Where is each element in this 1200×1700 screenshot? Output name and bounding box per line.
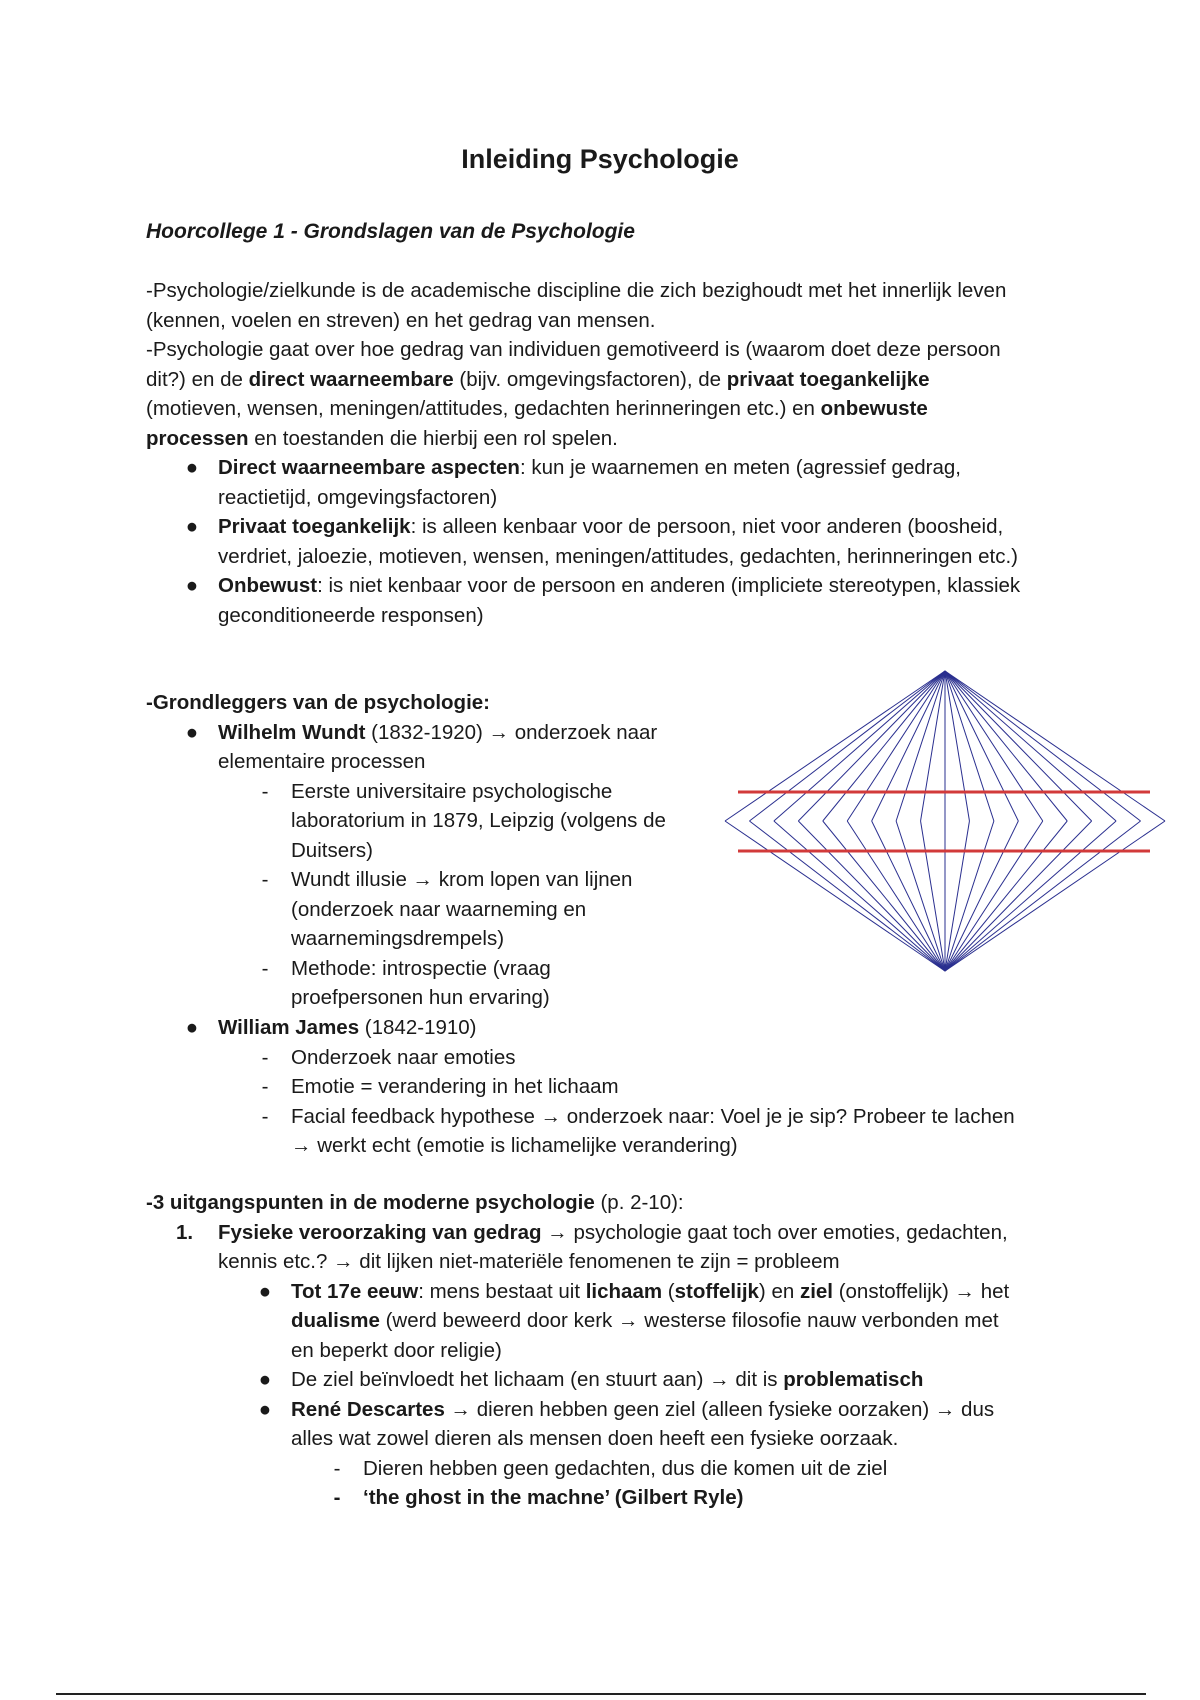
illusion-ray [945,821,994,971]
bullet-marker: ● [185,1016,199,1039]
section-heading: -Grondleggers van de psychologie: [146,691,491,714]
bold-term: ziel [799,1279,833,1303]
intro-paragraph-1: -Psychologie/zielkunde is de academische discipline die zich bezighoudt met het innerlijk leven (kennen, voelen en streven) en het gedrag van mensen. [146,279,1007,332]
item-text: : kun je waarnemen en meten (agressief gedrag, reactietijd, omgevingsfactoren) [218,456,961,509]
sub-list-item [146,1395,1026,1454]
illusion-ray [921,821,945,971]
section-heading: -3 uitgangspunten in de moderne psychologie [146,1191,595,1214]
list-item [146,718,686,777]
dash-marker: - [333,1456,341,1480]
dash-marker: - [261,956,269,980]
wundt-illusion-figure [702,666,1192,976]
illusion-ray [945,671,1018,821]
item-text: Dieren hebben geen gedachten, dus die komen uit de ziel [363,1456,888,1480]
illusion-ray [945,671,1165,821]
text-run: De ziel beïnvloedt het lichaam (en stuurt aan) → dit is [291,1368,784,1391]
illusion-ray [945,821,1092,971]
principles-heading [146,1188,1026,1218]
sub-list-item [146,1102,1026,1161]
intro-paragraph-2 [146,335,1026,453]
item-text: → psychologie gaat toch over emoties, gedachten, kennis etc.? → dit lijken niet-materiële fenomenen te zijn = probleem [218,1220,1008,1273]
text-run: en toestanden die hierbij een rol spelen. [248,426,618,450]
illusion-ray [945,821,969,971]
sub-list-item [146,1072,1026,1102]
dash-marker: - [261,779,269,803]
illusion-ray [945,821,1067,971]
item-text: Wundt illusie → krom lopen van lijnen (onderzoek naar waarneming en waarnemingsdrempels) [291,868,633,950]
text-run: ( [662,1279,675,1303]
bold-term: Privaat toegankelijk [218,515,411,538]
illusion-ray [798,821,945,971]
illusion-ray [725,821,945,971]
illusion-ray [945,671,994,821]
illusion-ray [945,821,1116,971]
list-item [146,571,1026,630]
bullet-marker: ● [258,1279,272,1303]
illusion-ray [896,821,945,971]
illusion-ray [945,821,1043,971]
lecture-subtitle: Hoorcollege 1 - Grondslagen van de Psychologie [146,220,635,243]
list-item [146,453,1026,512]
bold-term: Onbewust [218,574,318,597]
bullet-marker: ● [185,574,199,597]
numbered-item [146,1218,1026,1277]
founders-heading [146,688,686,718]
page-title: Inleiding Psychologie [461,144,739,174]
text-run: (p. 2-10): [594,1191,684,1214]
text-run: ) en [758,1279,800,1303]
bold-term: onbewuste processen [146,397,928,450]
founders-section [146,688,686,1013]
sub-list-item [146,777,686,866]
text-run: (werd beweerd door kerk → westerse filosofie nauw verbonden met en beperkt door religie) [291,1309,999,1362]
illusion-ray [823,671,945,821]
item-text: ‘the ghost in the machne’ (Gilbert Ryle) [363,1486,744,1509]
bullet-marker: ● [185,515,199,538]
illusion-ray [945,671,1067,821]
sub-list-item [146,865,686,954]
illusion-ray [872,671,945,821]
item-text: : is alleen kenbaar voor de persoon, niet voor anderen (boosheid, verdriet, jaloezie, motieven, wensen, meningen/attitudes, gedachten, herinneringen etc.) [218,515,1018,568]
illusion-ray [725,671,945,821]
illusion-ray [774,821,945,971]
dash-marker: - [261,1104,269,1128]
bold-term: Direct waarneembare aspecten [218,456,520,479]
sub-sub-list-item [146,1483,1026,1513]
bold-term: Fysieke veroorzaking van gedrag [218,1220,542,1244]
bullet-marker: ● [258,1397,272,1421]
person-name: René Descartes [291,1397,445,1421]
bullet-marker: ● [185,456,199,479]
sub-list-item [146,1277,1026,1366]
item-text: Eerste universitaire psychologische laboratorium in 1879, Leipzig (volgens de Duitsers) [291,779,666,862]
illusion-ray [798,671,945,821]
illusion-ray [774,671,945,821]
number-marker: 1. [176,1220,194,1244]
sub-list-item [146,1043,1026,1073]
dash-marker: - [261,1045,269,1069]
illusion-ray [823,821,945,971]
illusion-ray [945,671,1043,821]
bold-term: lichaam [585,1279,663,1303]
illusion-ray [896,671,945,821]
text-run: (bijv. omgevingsfactoren), de [453,367,727,391]
list-item [146,1013,1026,1043]
illusion-ray [945,671,1116,821]
illusion-ray [945,821,1141,971]
bold-term: problematisch [783,1368,924,1391]
illusion-ray [921,671,945,821]
item-text: Methode: introspectie (vraag proefpersonen hun ervaring) [291,956,551,1009]
illusion-ray [749,671,945,821]
bold-term: privaat toegankelijke [726,367,930,391]
illusion-ray [847,821,945,971]
dash-marker: - [261,1075,269,1098]
text-run: (motieven, wensen, meningen/attitudes, gedachten herinneringen etc.) en [146,397,821,420]
item-text: (1842-1910) [359,1016,477,1039]
james-section [146,1013,1026,1161]
illusion-ray [945,671,1092,821]
item-text: : is niet kenbaar voor de persoon en anderen (impliciete stereotypen, klassiek geconditioneerde responsen) [218,574,1021,627]
dash-marker: - [261,868,269,891]
bullet-marker: ● [258,1368,272,1391]
person-name: William James [218,1016,360,1039]
bold-term: direct waarneembare [248,367,454,391]
item-text: Facial feedback hypothese → onderzoek naar: Voel je je sip? Probeer te lachen → werkt echt (emotie is lichamelijke verandering) [291,1104,1015,1157]
page-bottom-rule [56,1693,1146,1695]
illusion-ray [945,821,1018,971]
principles-section [146,1188,1026,1513]
sub-list-item [146,954,686,1013]
sub-sub-list-item [146,1454,1026,1484]
illusion-ray [945,671,1141,821]
bold-term: dualisme [291,1309,380,1332]
bold-term: stoffelijk [674,1279,759,1303]
illusion-ray [749,821,945,971]
illusion-ray [945,671,969,821]
text-run: -Psychologie gaat over hoe gedrag van individuen gemotiveerd is (waarom doet deze persoon dit?) en de [146,338,1001,391]
illusion-ray [872,821,945,971]
illusion-rays [725,671,1165,971]
item-text: (1832-1920) → onderzoek naar elementaire processen [218,720,658,773]
text-run: → dieren hebben geen ziel (alleen fysieke oorzaken) → dus alles wat zowel dieren als mensen doen heeft een fysieke oorzaak. [291,1397,995,1450]
list-item [146,512,1026,571]
text-run: (onstoffelijk) → het [833,1279,1010,1303]
bullet-marker: ● [185,720,199,744]
item-text: Onderzoek naar emoties [291,1045,516,1069]
person-name: Wilhelm Wundt [218,720,366,744]
item-text: Emotie = verandering in het lichaam [291,1075,619,1098]
dash-marker: - [333,1486,341,1509]
illusion-ray [847,671,945,821]
sub-list-item [146,1365,1026,1395]
bold-term: Tot 17e eeuw [291,1279,419,1303]
intro-section [146,276,1026,630]
illusion-ray [945,821,1165,971]
text-run: : mens bestaat uit [418,1279,586,1303]
